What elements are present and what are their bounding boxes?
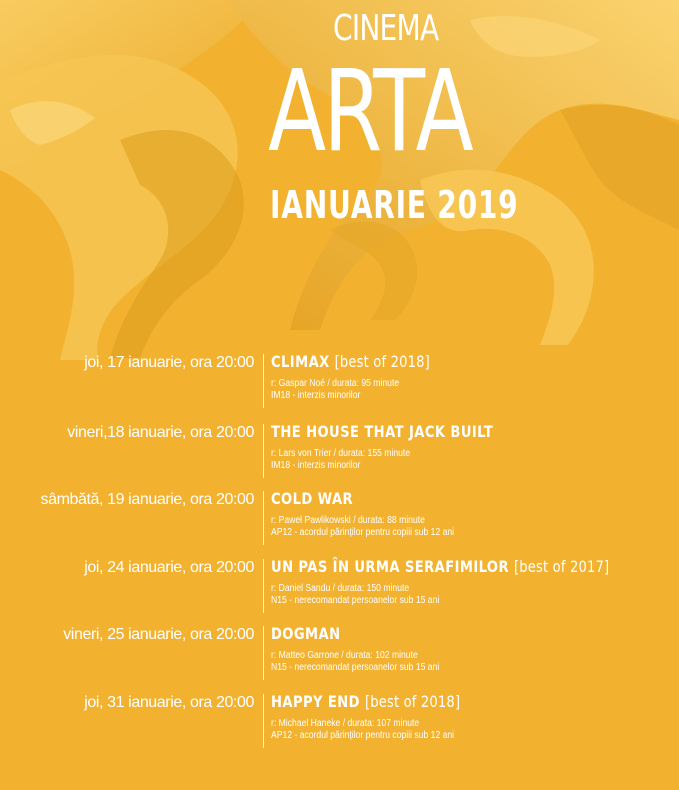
screening-date: sâmbătă, 19 ianuarie, ora 20:00 xyxy=(40,491,254,508)
divider xyxy=(263,424,264,478)
film-name: HAPPY END xyxy=(271,692,360,711)
film-rating: IM18 - interzis minorilor xyxy=(271,390,361,401)
screening-item xyxy=(0,622,679,686)
film-name: COLD WAR xyxy=(271,489,354,508)
film-director: r: Lars von Trier / durata: 155 minute xyxy=(271,448,411,459)
film-name: CLIMAX xyxy=(271,352,330,371)
screening-item xyxy=(0,690,679,754)
film-title xyxy=(271,557,609,576)
divider xyxy=(263,559,264,613)
film-rating: N15 - nerecomandat persoanelor sub 15 ani xyxy=(271,595,440,606)
film-rating: IM18 - interzis minorilor xyxy=(271,460,361,471)
film-director: r: Daniel Sandu / durata: 150 minute xyxy=(271,583,410,594)
divider xyxy=(263,694,264,748)
film-rating: AP12 - acordul părinților pentru copiii sub 12 ani xyxy=(271,527,455,538)
brand-cinema: CINEMA xyxy=(333,8,439,49)
screening-date: joi, 31 ianuarie, ora 20:00 xyxy=(84,694,254,711)
divider xyxy=(263,626,264,680)
film-rating: N15 - nerecomandat persoanelor sub 15 ani xyxy=(271,662,440,673)
film-tag: [best of 2017] xyxy=(513,557,610,576)
screening-item xyxy=(0,420,679,484)
film-director: r: Michael Haneke / durata: 107 minute xyxy=(271,718,420,729)
film-title xyxy=(271,624,340,643)
screening-date: vineri, 25 ianuarie, ora 20:00 xyxy=(63,626,254,643)
film-name: UN PAS ÎN URMA SERAFIMILOR xyxy=(271,557,510,576)
film-tag: [best of 2018] xyxy=(364,692,461,711)
screening-item xyxy=(0,350,679,414)
screening-date: joi, 17 ianuarie, ora 20:00 xyxy=(84,354,254,371)
film-title xyxy=(271,352,430,371)
film-title xyxy=(271,489,353,508)
divider xyxy=(263,354,264,408)
film-name: DOGMAN xyxy=(271,624,341,643)
film-name: THE HOUSE THAT JACK BUILT xyxy=(271,422,494,441)
brand-arta: ARTA xyxy=(268,47,471,177)
film-title xyxy=(271,692,460,711)
screening-date: joi, 24 ianuarie, ora 20:00 xyxy=(84,559,254,576)
film-title xyxy=(271,422,493,441)
screening-date: vineri,18 ianuarie, ora 20:00 xyxy=(67,424,254,441)
screening-item xyxy=(0,555,679,619)
film-director: r: Gaspar Noé / durata: 95 minute xyxy=(271,378,400,389)
divider xyxy=(263,491,264,545)
film-tag: [best of 2018] xyxy=(334,352,430,371)
film-rating: AP12 - acordul părinților pentru copiii sub 12 ani xyxy=(271,730,455,741)
poster-header xyxy=(0,0,679,230)
film-director: r: Paweł Pawlikowski / durata: 88 minute xyxy=(271,515,425,526)
film-director: r: Matteo Garrone / durata: 102 minute xyxy=(271,650,418,661)
screening-item xyxy=(0,487,679,551)
month-title: IANUARIE 2019 xyxy=(270,183,519,227)
